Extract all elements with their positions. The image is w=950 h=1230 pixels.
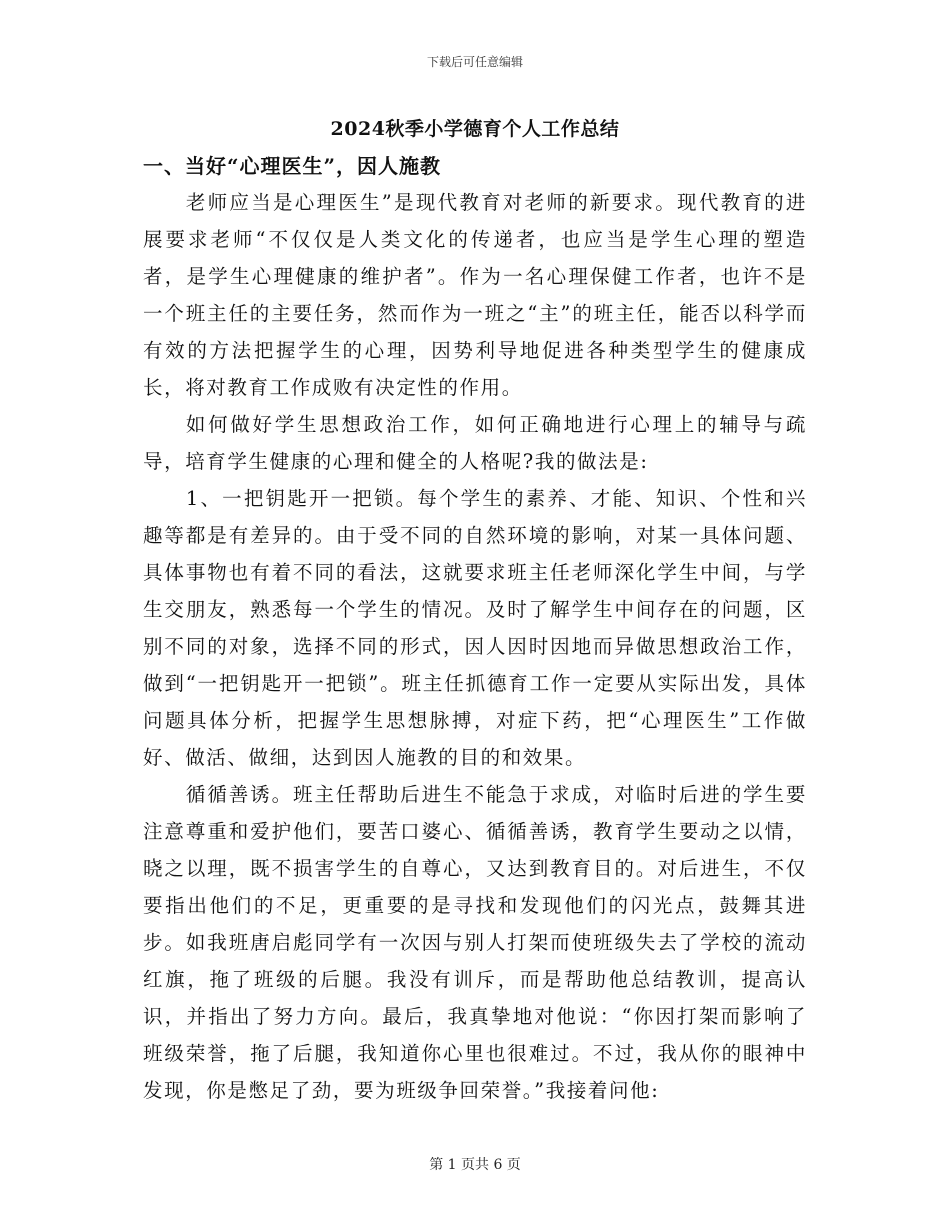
paragraph-1: 老师应当是心理医生”是现代教育对老师的新要求。现代教育的进展要求老师“不仅仅是人类文化的传递者，也应当是学生心理的塑造者，是学生心理健康的维护者”。作为一名心理保健工作者，也许不是一个班主任的主要任务，然而作为一班之“主”的班主任，能否以科学而有效的方法把握学生的心理，因势利导地促进各种类型学生的健康成长，将对教育工作成败有决定性的作用。 [143, 191, 807, 399]
section-heading: 一、当好“心理医生”，因人施教 [143, 154, 442, 178]
document-title: 2024秋季小学德育个人工作总结 [330, 118, 620, 140]
document-body [143, 184, 807, 1109]
paragraph-4: 循循善诱。班主任帮助后进生不能急于求成，对临时后进的学生要注意尊重和爱护他们，要苦口婆心、循循善诱，教育学生要动之以情，晓之以理，既不损害学生的自尊心，又达到教育目的。对后进生，不仅要指出他们的不足，更重要的是寻找和发现他们的闪光点，鼓舞其进步。如我班唐启彪同学有一次因与别人打架而使班级失去了学校的流动红旗，拖了班级的后腿。我没有训斥，而是帮助他总结教训，提高认识，并指出了努力方向。最后，我真挚地对他说：“你因打架而影响了班级荣誉，拖了后腿，我知道你心里也很难过。不过，我从你的眼神中发现，你是憋足了劲，要为班级争回荣誉。”我接着问他: [143, 783, 807, 1102]
paragraph-3: 1、一把钥匙开一把锁。每个学生的素养、才能、知识、个性和兴趣等都是有差异的。由于受不同的自然环境的影响，对某一具体问题、具体事物也有着不同的看法，这就要求班主任老师深化学生中间，与学生交朋友，熟悉每一个学生的情况。及时了解学生中间存在的问题，区别不同的对象，选择不同的形式，因人因时因地而异做思想政治工作，做到“一把钥匙开一把锁”。班主任抓德育工作一定要从实际出发，具体问题具体分析，把握学生思想脉搏，对症下药，把“心理医生”工作做好、做活、做细，达到因人施教的目的和效果。 [143, 487, 807, 769]
page-number: 第 1 页共 6 页 [429, 1157, 521, 1173]
paragraph-2: 如何做好学生思想政治工作，如何正确地进行心理上的辅导与疏导，培育学生健康的心理和健全的人格呢?我的做法是: [143, 413, 807, 473]
page-header-note: 下载后可任意编辑 [426, 55, 523, 69]
